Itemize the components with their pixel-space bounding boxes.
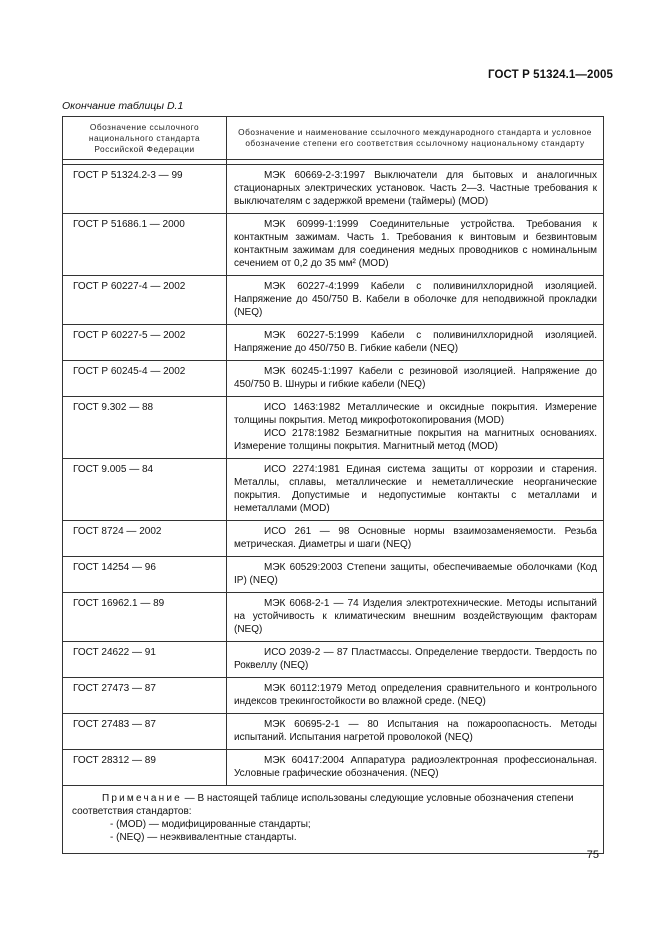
international-standard-cell [227,750,604,786]
international-standard-cell [227,397,604,459]
national-standard-cell: ГОСТ Р 60227-5 — 2002 [63,325,227,361]
page-number: 75 [586,849,599,861]
standard-description: МЭК 60999-1:1999 Соединительные устройства. Требования к контактным зажимам. Часть 1. Требования к винтовым и безвинтовым контактным зажимам для соединения медных проводников с номинальным сечением от 0,2 до 35 мм² (MOD) [234,219,597,269]
table-row [63,750,604,786]
international-standard-cell [227,459,604,521]
table-row [63,165,604,214]
international-standard-cell [227,361,604,397]
table-row [63,397,604,459]
international-standard-cell [227,593,604,642]
standard-description: ИСО 2178:1982 Безмагнитные покрытия на магнитных основаниях. Измерение толщины покрытия. Магнитный метод (MOD) [234,428,597,452]
standard-description: ИСО 261 — 98 Основные нормы взаимозаменяемости. Резьба метрическая. Диаметры и шаги (NEQ) [234,526,597,550]
standard-description: МЭК 60227-4:1999 Кабели с поливинилхлоридной изоляцией. Напряжение до 450/750 В. Кабели в оболочке для неподвижной прокладки (NEQ) [234,281,597,318]
table-row [63,557,604,593]
international-standard-cell [227,325,604,361]
table-row [63,714,604,750]
note-item: - (MOD) — модифицированные стандарты; [110,819,311,830]
note-text: — В настоящей таблице использованы следующие условные обозначения степени соответствия стандартов: [72,793,574,817]
table-row [63,593,604,642]
note-item: - (NEQ) — неэквивалентные стандарты. [110,832,297,843]
table-row [63,325,604,361]
standard-description: МЭК 60245-1:1997 Кабели с резиновой изоляцией. Напряжение до 450/750 В. Шнуры и гибкие кабели (NEQ) [234,366,597,390]
national-standard-cell: ГОСТ 9.005 — 84 [63,459,227,521]
table-header-row [63,117,604,160]
table-row [63,214,604,276]
note-row [63,786,604,854]
international-standard-cell [227,678,604,714]
international-standard-cell [227,714,604,750]
standard-code: ГОСТ Р 51324.1—2005 [488,69,613,81]
standard-description: МЭК 60695-2-1 — 80 Испытания на пожароопасность. Методы испытаний. Испытания нагретой проволокой (NEQ) [234,719,597,743]
table-note [63,786,604,854]
national-standard-cell: ГОСТ Р 51686.1 — 2000 [63,214,227,276]
standard-description: ИСО 1463:1982 Металлические и оксидные покрытия. Измерение толщины покрытия. Метод микрофотокопирования (MOD) [234,402,597,426]
national-standard-cell: ГОСТ 8724 — 2002 [63,521,227,557]
reference-standards-table [62,116,604,854]
standard-description: МЭК 60417:2004 Аппаратура радиоэлектронная профессиональная. Условные графические обозначения. (NEQ) [234,755,597,779]
national-standard-cell: ГОСТ 27473 — 87 [63,678,227,714]
table-row [63,678,604,714]
national-standard-cell: ГОСТ 28312 — 89 [63,750,227,786]
table-row [63,276,604,325]
note-paragraph [72,792,595,818]
standard-description: ИСО 2274:1981 Единая система защиты от коррозии и старения. Металлы, сплавы, металлические и неметаллические неорганические покрытия. Допустимые и недопустимые контакты с металлами и неметаллами (MOD) [234,464,597,514]
standard-description: МЭК 60112:1979 Метод определения сравнительного и контрольного индексов трекингостойкости во влажной среде. (NEQ) [234,683,597,707]
international-standard-cell [227,642,604,678]
international-standard-cell [227,165,604,214]
international-standard-cell [227,557,604,593]
national-standard-cell: ГОСТ Р 51324.2-3 — 99 [63,165,227,214]
note-label: Примечание [102,793,182,804]
international-standard-cell [227,276,604,325]
national-standard-cell: ГОСТ 24622 — 91 [63,642,227,678]
standard-description: МЭК 60669-2-3:1997 Выключатели для бытовых и аналогичных стационарных электрических установок. Часть 2—3. Частные требования к выключателям с задержкой времени (таймеры) (MOD) [234,170,597,207]
table-caption: Окончание таблицы D.1 [62,100,184,112]
table-row [63,521,604,557]
column-header-national-standard: Обозначение ссылочного национального стандарта Российской Федерации [63,117,227,160]
international-standard-cell [227,521,604,557]
column-header-international-standard: Обозначение и наименование ссылочного международного стандарта и условное обозначение степени его соответствия ссылочному национальному стандарту [227,117,604,160]
national-standard-cell: ГОСТ Р 60245-4 — 2002 [63,361,227,397]
table-row [63,459,604,521]
national-standard-cell: ГОСТ 14254 — 96 [63,557,227,593]
standard-description: ИСО 2039-2 — 87 Пластмассы. Определение твердости. Твердость по Роквеллу (NEQ) [234,647,597,671]
international-standard-cell [227,214,604,276]
national-standard-cell: ГОСТ 27483 — 87 [63,714,227,750]
standard-description: МЭК 60529:2003 Степени защиты, обеспечиваемые оболочками (Код IP) (NEQ) [234,562,597,586]
national-standard-cell: ГОСТ 9.302 — 88 [63,397,227,459]
standard-description: МЭК 60227-5:1999 Кабели с поливинилхлоридной изоляцией. Напряжение до 450/750 В. Гибкие кабели (NEQ) [234,330,597,354]
table-row [63,642,604,678]
standard-description: МЭК 6068-2-1 — 74 Изделия электротехнические. Методы испытаний на устойчивость к климатическим внешним воздействующим факторам (NEQ) [234,598,597,635]
national-standard-cell: ГОСТ 16962.1 — 89 [63,593,227,642]
national-standard-cell: ГОСТ Р 60227-4 — 2002 [63,276,227,325]
table-row [63,361,604,397]
